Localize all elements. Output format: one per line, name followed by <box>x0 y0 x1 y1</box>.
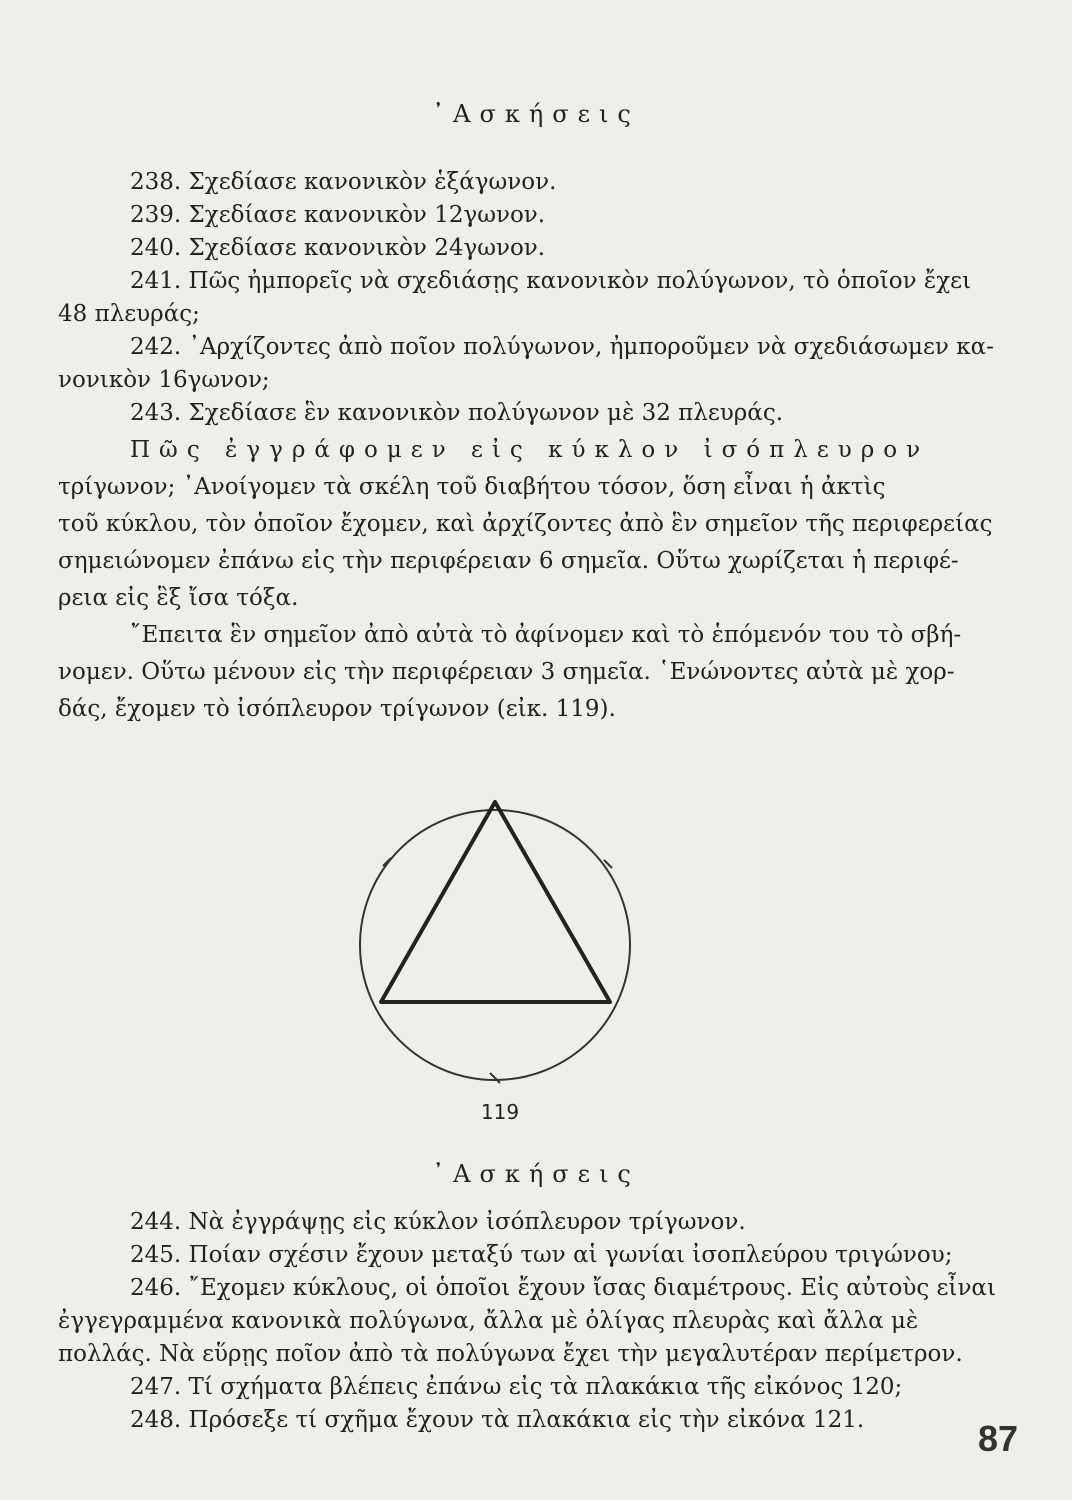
exercise-244: 244. Νὰ ἐγγράψῃς εἰς κύκλον ἰσόπλευρον τρίγωνον. <box>130 1209 746 1235</box>
paragraph-line: ρεια εἰς ἓξ ἴσα τόξα. <box>58 585 299 611</box>
paragraph-line: νομεν. Οὕτω μένουν εἰς τὴν περιφέρειαν 3 σημεῖα. ῾Ενώνοντες αὐτὰ μὲ χορ- <box>58 659 955 685</box>
exercise-242-cont: νονικὸν 16γωνον; <box>58 367 270 393</box>
exercise-240: 240. Σχεδίασε κανονικὸν 24γωνον. <box>130 235 546 261</box>
paragraph-line: τρίγωνον; ᾿Ανοίγομεν τὰ σκέλη τοῦ διαβήτου τόσον, ὅση εἶναι ἡ ἀκτὶς <box>58 474 886 500</box>
page-number: 87 <box>977 1418 1018 1459</box>
figure-caption: 119 <box>480 1100 520 1124</box>
exercise-241-cont: 48 πλευράς; <box>58 301 200 327</box>
paragraph-line: δάς, ἔχομεν τὸ ἰσόπλευρον τρίγωνον (εἰκ. 119). <box>58 696 616 722</box>
exercise-247: 247. Τί σχήματα βλέπεις ἐπάνω εἰς τὰ πλακάκια τῆς εἰκόνος 120; <box>130 1374 903 1400</box>
exercise-239: 239. Σχεδίασε κανονικὸν 12γωνον. <box>130 202 546 228</box>
exercise-246-cont: πολλάς. Νὰ εὕρῃς ποῖον ἀπὸ τὰ πολύγωνα ἔχει τὴν μεγαλυτέραν περίμετρον. <box>58 1341 963 1367</box>
inscribed-triangle-figure <box>340 790 660 1090</box>
exercise-242: 242. ᾿Αρχίζοντες ἀπὸ ποῖον πολύγωνον, ἠμποροῦμεν νὰ σχεδιάσωμεν κα- <box>130 334 994 360</box>
exercise-246-cont: ἐγγεγραμμένα κανονικὰ πολύγωνα, ἄλλα μὲ ὀλίγας πλευρὰς καὶ ἄλλα μὲ <box>58 1308 919 1334</box>
exercise-241: 241. Πῶς ἠμπορεῖς νὰ σχεδιάσῃς κανονικὸν πολύγωνον, τὸ ὁποῖον ἔχει <box>130 268 972 294</box>
exercise-list-top <box>58 166 994 430</box>
exercise-list-bottom <box>58 1206 996 1437</box>
exercise-245: 245. Ποίαν σχέσιν ἔχουν μεταξύ των αἱ γωνίαι ἰσοπλεύρου τριγώνου; <box>130 1242 953 1268</box>
exercises-heading-bottom: ᾿Ασκήσεις <box>432 1160 640 1188</box>
arc-mark <box>490 1073 500 1083</box>
exercise-238: 238. Σχεδίασε κανονικὸν ἑξάγωνον. <box>130 169 557 195</box>
equilateral-triangle <box>381 802 610 1002</box>
paragraph-line: τοῦ κύκλου, τὸν ὁποῖον ἔχομεν, καὶ ἀρχίζοντες ἀπὸ ἓν σημεῖον τῆς περιφερείας <box>58 511 993 537</box>
exercise-248: 248. Πρόσεξε τί σχῆμα ἔχουν τὰ πλακάκια εἰς τὴν εἰκόνα 121. <box>130 1407 865 1433</box>
paragraph-line: ῎Επειτα ἓν σημεῖον ἀπὸ αὐτὰ τὸ ἀφίνομεν καὶ τὸ ἑπόμενόν του τὸ σβή- <box>130 622 962 648</box>
exercise-246: 246. ῎Εχομεν κύκλους, οἱ ὁποῖοι ἔχουν ἴσας διαμέτρους. Εἰς αὐτοὺς εἶναι <box>130 1275 996 1301</box>
construction-paragraph <box>58 432 993 728</box>
paragraph-title: Πῶς ἐγγράφομεν εἰς κύκλον ἰσόπλευρον <box>130 437 930 463</box>
paragraph-line: σημειώνομεν ἐπάνω εἰς τὴν περιφέρειαν 6 σημεῖα. Οὕτω χωρίζεται ἡ περιφέ- <box>58 548 959 574</box>
circle <box>360 810 630 1080</box>
exercise-243: 243. Σχεδίασε ἓν κανονικὸν πολύγωνον μὲ 32 πλευράς. <box>130 400 784 426</box>
exercises-heading-top: ᾿Ασκήσεις <box>432 100 640 128</box>
